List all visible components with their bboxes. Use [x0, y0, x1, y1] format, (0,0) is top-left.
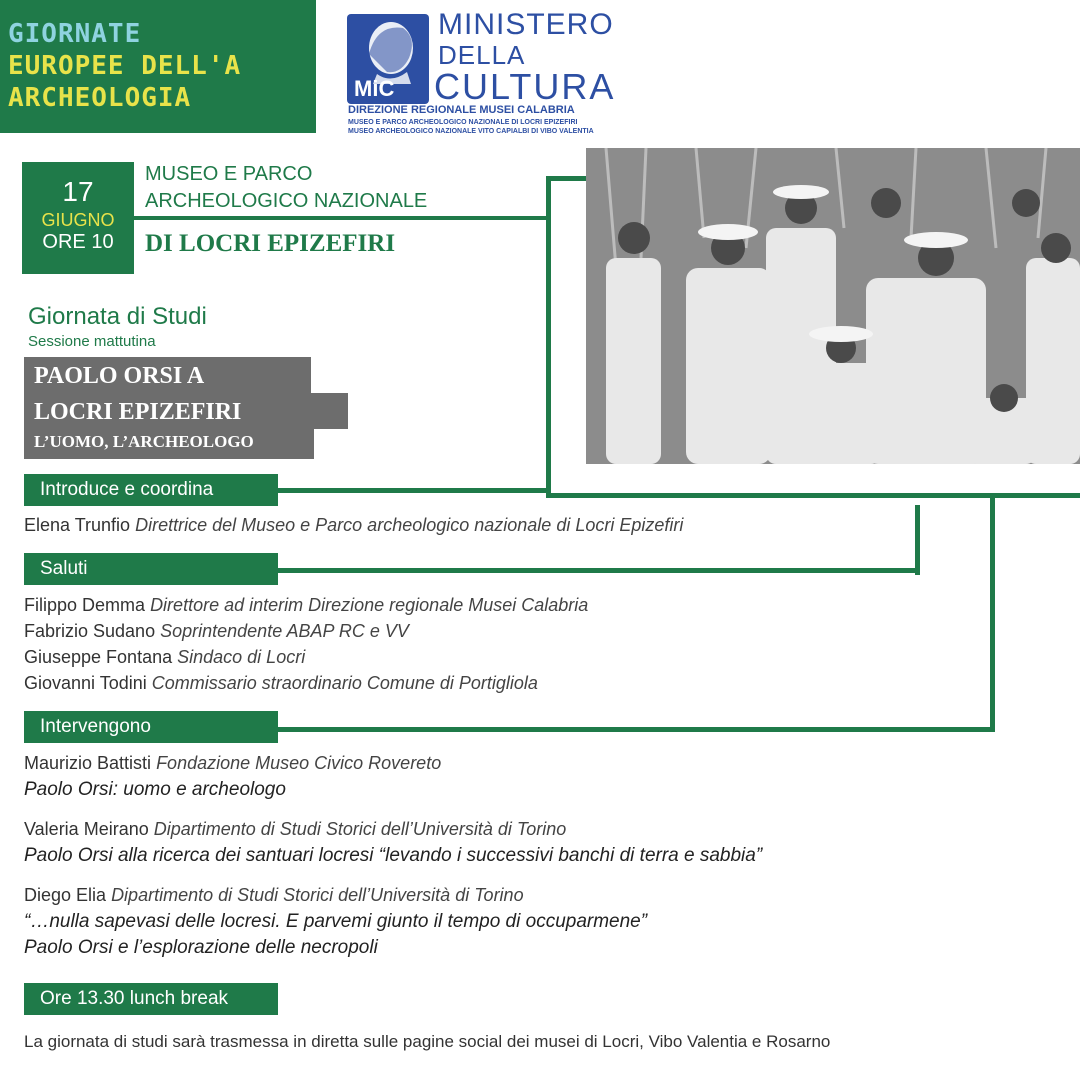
- ministry-museum1: MUSEO E PARCO ARCHEOLOGICO NAZIONALE DI LOCRI EPIZEFIRI: [348, 119, 578, 126]
- ministry-direction: DIREZIONE REGIONALE MUSEI CALABRIA: [348, 104, 575, 116]
- saluti-row: [24, 621, 409, 642]
- person-name: Elena Trunfio: [24, 515, 131, 535]
- talk-title: “…nulla sapevasi delle locresi. E parvemi giunto il tempo di occuparmene”: [24, 911, 648, 932]
- footer-note: La giornata di studi sarà trasmessa in diretta sulle pagine social dei musei di Locri, Vibo Valentia e Rosarno: [24, 1032, 831, 1051]
- connector-interventi: [278, 727, 995, 732]
- gea-logo-line3: ARCHEOLOGIA: [8, 83, 192, 113]
- date-day: 17: [62, 176, 94, 207]
- person-name: Maurizio Battisti: [24, 753, 152, 773]
- event-type: Giornata di Studi: [28, 303, 207, 330]
- lunch-break-badge: Ore 13.30 lunch break: [24, 983, 278, 1015]
- ministry-museum2: MUSEO ARCHEOLOGICO NAZIONALE VITO CAPIALBI DI VIBO VALENTIA: [348, 128, 594, 135]
- event-session: Sessione mattutina: [28, 333, 156, 350]
- saluti-row: [24, 647, 305, 668]
- saluti-row: [24, 673, 538, 694]
- event-title-line1: PAOLO ORSI A: [24, 357, 311, 393]
- section-saluti: Saluti: [24, 553, 278, 585]
- talk-title: Paolo Orsi alla ricerca dei santuari locresi “levando i successivi banchi di terra e sabbia”: [24, 845, 763, 866]
- intro-row: [24, 515, 683, 536]
- event-title-line2: LOCRI EPIZEFIRI: [24, 393, 348, 429]
- section-intro: Introduce e coordina: [24, 474, 278, 506]
- person-name: Valeria Meirano: [24, 819, 149, 839]
- saluti-row: [24, 595, 588, 616]
- talk-subtitle: Paolo Orsi e l’esplorazione delle necropoli: [24, 937, 378, 958]
- talk-title: Paolo Orsi: uomo e archeologo: [24, 779, 286, 800]
- section-interventi: Intervengono: [24, 711, 278, 743]
- event-title-line3: L’UOMO, L’ARCHEOLOGO: [24, 429, 314, 459]
- person-name: Fabrizio Sudano: [24, 621, 156, 641]
- ministry-line1: MINISTERO: [438, 8, 614, 41]
- person-role: Commissario straordinario Comune di Portigliola: [151, 673, 538, 693]
- venue-line1: MUSEO E PARCO: [145, 163, 313, 185]
- speaker-row: [24, 885, 524, 906]
- ministry-line2: DELLA: [438, 40, 526, 70]
- person-role: Sindaco di Locri: [177, 647, 306, 667]
- connector-intro: [278, 488, 550, 493]
- person-role: Direttrice del Museo e Parco archeologico nazionale di Locri Epizefiri: [135, 515, 684, 535]
- person-role: Direttore ad interim Direzione regionale Musei Calabria: [150, 595, 589, 615]
- connector-saluti: [278, 568, 920, 573]
- person-name: Giuseppe Fontana: [24, 647, 173, 667]
- connector-vertical-2: [990, 498, 995, 732]
- person-name: Diego Elia: [24, 885, 107, 905]
- person-role: Dipartimento di Studi Storici dell’Università di Torino: [111, 885, 524, 905]
- historic-photo: [586, 148, 1080, 464]
- speaker-row: [24, 819, 566, 840]
- venue-divider: [134, 216, 546, 220]
- person-role: Fondazione Museo Civico Rovereto: [156, 753, 442, 773]
- connector-vertical-1: [915, 505, 920, 575]
- person-name: Filippo Demma: [24, 595, 146, 615]
- gea-logo-line2: EUROPEE DELL'A: [8, 51, 242, 81]
- mic-label: MiC: [354, 76, 395, 101]
- person-role: Soprintendente ABAP RC e VV: [160, 621, 409, 641]
- person-name: Giovanni Todini: [24, 673, 147, 693]
- venue-line2: ARCHEOLOGICO NAZIONALE: [145, 190, 428, 212]
- ministry-line3: CULTURA: [434, 66, 616, 107]
- gea-logo-line1: GIORNATE: [8, 19, 142, 49]
- date-month: GIUGNO: [41, 210, 115, 230]
- date-box: [22, 162, 134, 274]
- venue-line3: DI LOCRI EPIZEFIRI: [145, 230, 396, 257]
- gea-logo: [0, 0, 316, 133]
- person-role: Dipartimento di Studi Storici dell’Università di Torino: [153, 819, 567, 839]
- date-time: ORE 10: [42, 231, 114, 253]
- speaker-row: [24, 753, 441, 774]
- ministry-museums: [348, 118, 594, 136]
